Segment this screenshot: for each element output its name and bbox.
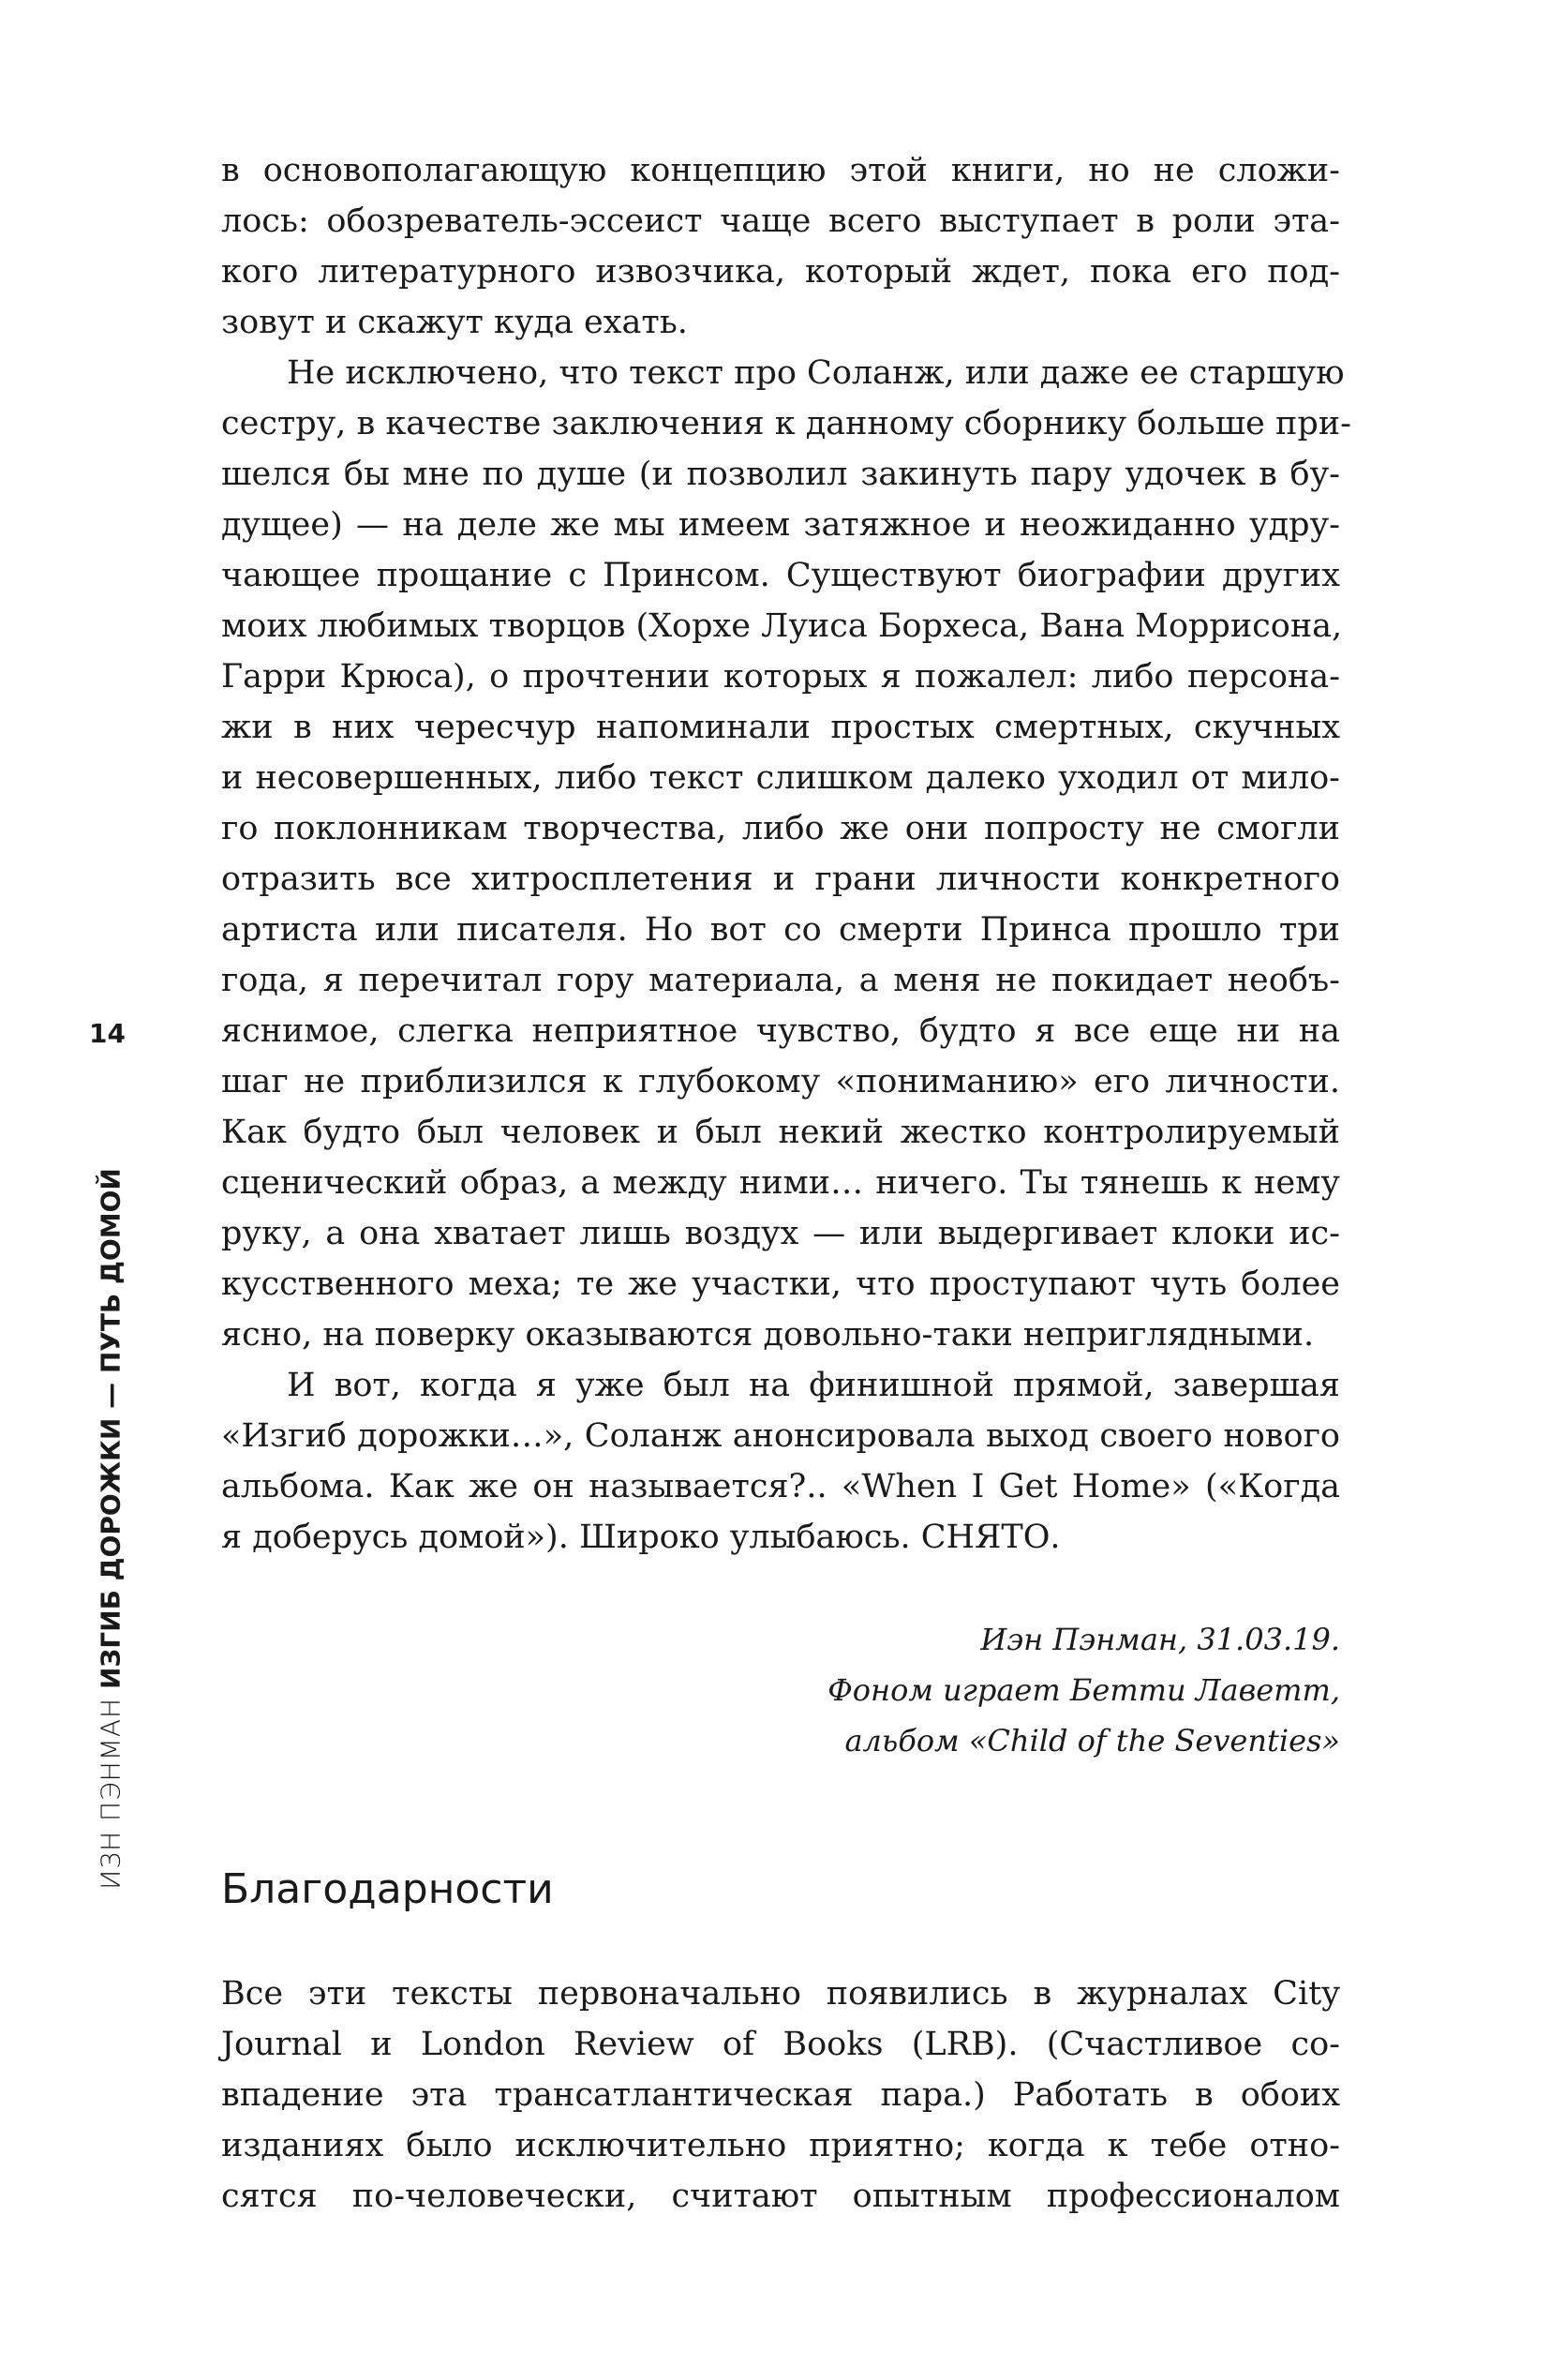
text-line: го поклонникам творчества, либо же они попросту не смогли xyxy=(221,810,1340,847)
text-line: кого литературного извозчика, который ждет, пока его под- xyxy=(221,253,1340,291)
text-line: Как будто был человек и был некий жестко контролируемый xyxy=(221,1114,1340,1151)
text-line: Journal и London Review of Books (LRB). (Счастливое со- xyxy=(221,2026,1340,2063)
running-head-title: ИЗГИБ ДОРОЖКИ — ПУТЬ ДОМОЙ xyxy=(95,1168,127,1690)
text-line: отразить все хитросплетения и грани личности конкретного xyxy=(221,861,1340,898)
text-line: года, я перечитал гору материала, а меня не покидает необъ- xyxy=(221,962,1340,999)
text-line: впадение эта трансатлантическая пара.) Работать в обоих xyxy=(221,2076,1340,2114)
text-line: лось: обозреватель-эссеист чаще всего выступает в роли эта- xyxy=(221,202,1340,240)
text-line: альбома. Как же он называется?.. «When I Get Home» («Когда xyxy=(221,1468,1340,1505)
text-line: И вот, когда я уже был на финишной прямой, завершая xyxy=(287,1367,1340,1404)
text-line: Гарри Крюса), о прочтении которых я пожалел: либо персона- xyxy=(221,658,1340,696)
text-line: «Изгиб дорожки…», Соланж анонсировала выход своего нового xyxy=(221,1417,1340,1455)
section-text xyxy=(221,1968,1340,2222)
text-line: сценический образ, а между ними… ничего. Ты тянешь к нему xyxy=(221,1164,1340,1202)
text-line: ясно, на поверку оказываются довольно-таки неприглядными. xyxy=(221,1316,1315,1354)
signature-line: альбом «Child of the Seventies» xyxy=(844,1723,1340,1759)
text-line: шаг не приблизился к глубокому «пониманию» его личности. xyxy=(221,1063,1340,1100)
text-line: жи в них чересчур напоминали простых смертных, скучных xyxy=(221,709,1340,746)
text-line: яснимое, слегка неприятное чувство, будто я все еще ни на xyxy=(221,1012,1340,1050)
text-line: кусственного меха; те же участки, что проступают чуть более xyxy=(221,1265,1340,1303)
text-line: артиста или писателя. Но вот со смерти Принса прошло три xyxy=(221,911,1340,949)
text-line: и несовершенных, либо текст слишком далеко уходил от мило- xyxy=(221,759,1340,797)
text-line: Все эти тексты первоначально появились в журналах City xyxy=(221,1975,1340,2013)
running-head-author: ИЗН ПЭНМАН xyxy=(95,1697,127,1890)
text-line: Не исключено, что текст про Соланж, или даже ее старшую xyxy=(287,354,1345,392)
text-line: чающее прощание с Принсом. Существуют биографии других xyxy=(221,557,1340,594)
text-line: в основополагающую концепцию этой книги, но не сложи- xyxy=(221,152,1340,189)
text-line: сестру, в качестве заключения к данному сборнику больше при- xyxy=(221,405,1351,442)
body-text xyxy=(221,145,1351,1563)
text-line: моих любимых творцов (Хорхе Луиса Борхеса, Вана Моррисона, xyxy=(221,607,1343,645)
text-line: руку, а она хватает лишь воздух — или выдергивает клоки ис- xyxy=(221,1215,1340,1252)
text-line: зовут и скажут куда ехать. xyxy=(221,304,688,341)
page-number: 14 xyxy=(89,1018,126,1049)
text-line: шелся бы мне по душе (и позволил закинуть пару удочек в бу- xyxy=(221,456,1340,493)
text-line: я доберусь домой»). Широко улыбаюсь. СНЯТО. xyxy=(221,1519,1061,1556)
signature-line: Иэн Пэнман, 31.03.19. xyxy=(980,1622,1340,1657)
text-line: сятся по-человечески, считают опытным профессионалом xyxy=(221,2178,1340,2215)
text-line: изданиях было исключительно приятно; когда к тебе отно- xyxy=(221,2127,1340,2164)
running-head xyxy=(96,1168,127,1890)
section-heading: Благодарности xyxy=(221,1865,554,1913)
signature-line: Фоном играет Бетти Лаветт, xyxy=(827,1672,1340,1708)
signature xyxy=(827,1614,1340,1766)
text-line: дущее) — на деле же мы имеем затяжное и неожиданно удру- xyxy=(221,506,1340,544)
